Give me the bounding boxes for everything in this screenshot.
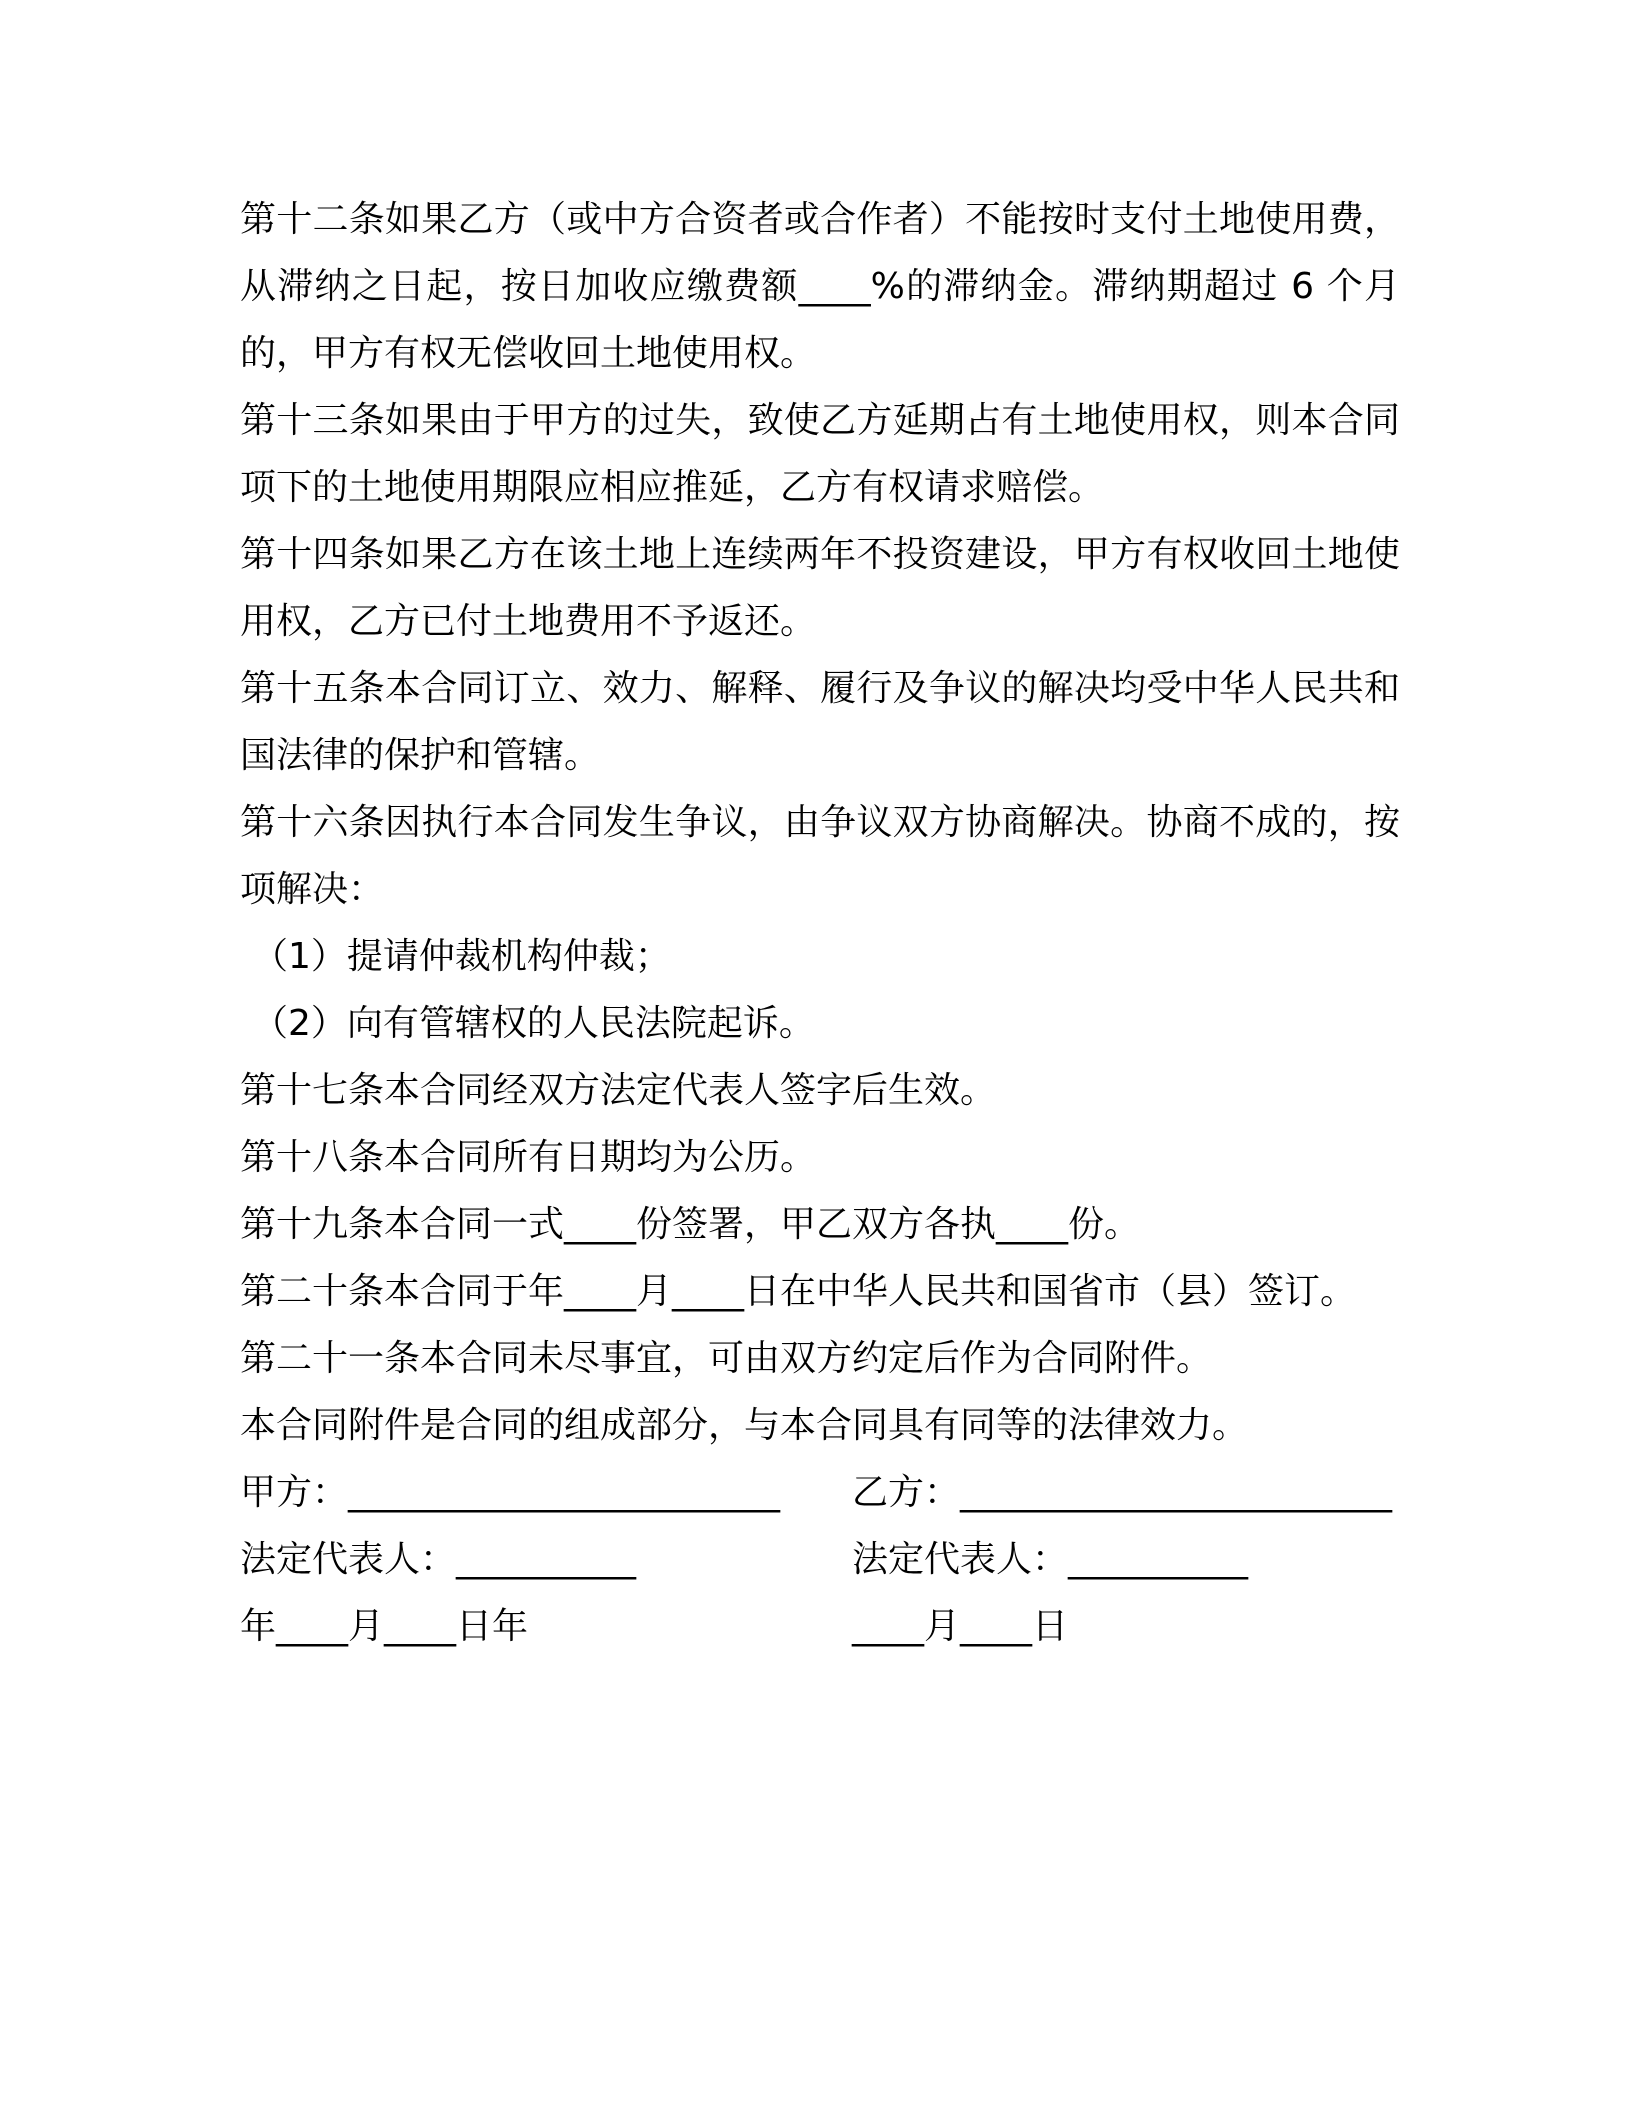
clause-12: 第十二条如果乙方（或中方合资者或合作者）不能按时支付土地使用费，从滞纳之日起，按日加收应缴费额____%的滞纳金。滞纳期超过 6 个月的，甲方有权无偿收回土地使用权。	[240, 199, 1400, 374]
clause-21: 第二十一条本合同未尽事宜，可由双方约定后作为合同附件。	[240, 1338, 1213, 1379]
clause-16: 第十六条因执行本合同发生争议，由争议双方协商解决。协商不成的，按项解决：	[240, 802, 1400, 910]
clause-20: 第二十条本合同于年____月____日在中华人民共和国省市（县）签订。	[240, 1271, 1357, 1312]
document-body	[240, 186, 1400, 1660]
clause-16-item-2: （2）向有管辖权的人民法院起诉。	[252, 1003, 815, 1044]
party-a-line: 甲方：________________________	[240, 1472, 781, 1513]
clause-16-item-1: （1）提请仲裁机构仲裁；	[252, 936, 671, 977]
date-a-line: 年____月____日年	[240, 1606, 529, 1647]
clause-15: 第十五条本合同订立、效力、解释、履行及争议的解决均受中华人民共和国法律的保护和管辖。	[240, 668, 1400, 776]
clause-14: 第十四条如果乙方在该土地上连续两年不投资建设，甲方有权收回土地使用权，乙方已付土地费用不予返还。	[240, 534, 1400, 642]
signature-party-row	[240, 1459, 1400, 1526]
clause-19: 第十九条本合同一式____份签署，甲乙双方各执____份。	[240, 1204, 1141, 1245]
signature-representative-row	[240, 1526, 1400, 1593]
signature-date-row	[240, 1593, 1400, 1660]
clause-18: 第十八条本合同所有日期均为公历。	[240, 1137, 817, 1178]
clause-13: 第十三条如果由于甲方的过失，致使乙方延期占有土地使用权，则本合同项下的土地使用期限应相应推延，乙方有权请求赔偿。	[240, 400, 1400, 508]
date-b-line: ____月____日	[852, 1606, 1069, 1647]
representative-a-line: 法定代表人：__________	[240, 1539, 637, 1580]
representative-b-line: 法定代表人：__________	[852, 1539, 1249, 1580]
appendix-note: 本合同附件是合同的组成部分，与本合同具有同等的法律效力。	[240, 1405, 1249, 1446]
clause-17: 第十七条本合同经双方法定代表人签字后生效。	[240, 1070, 997, 1111]
party-b-line: 乙方：________________________	[852, 1472, 1393, 1513]
